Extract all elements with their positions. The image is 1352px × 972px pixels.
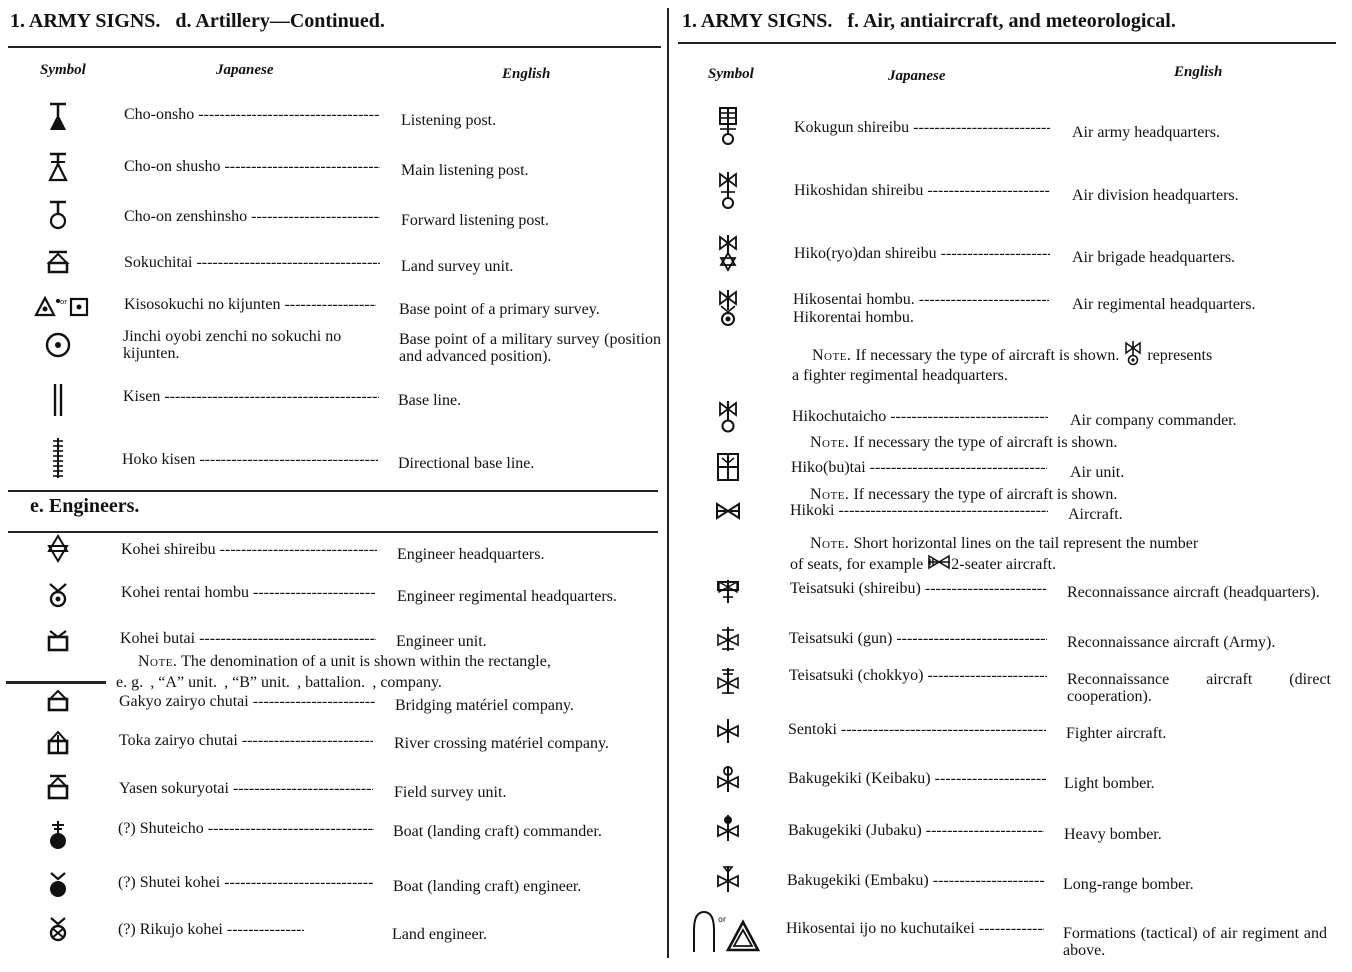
formations-icon — [684, 906, 764, 956]
air-unit-icon — [700, 450, 756, 484]
forward-listening-post-icon — [30, 198, 86, 232]
english-term: Forward listening post. — [401, 212, 549, 229]
note-text: Short horizontal lines on the tail represent the number — [853, 535, 1199, 552]
japanese-term: Kohei butai ----- — [120, 630, 376, 648]
english-term: Air brigade headquarters. — [1072, 249, 1236, 266]
japanese-term: Toka zairyo chutai ----- — [119, 732, 373, 750]
river-crossing-materiel-icon — [30, 726, 86, 760]
japanese-term: Cho-onsho ----- — [124, 106, 380, 124]
recon-direct-icon — [700, 664, 756, 698]
english-term: Reconnaissance aircraft (direct cooperation). — [1067, 671, 1331, 705]
section-rule — [8, 531, 658, 533]
english-term: Boat (landing craft) engineer. — [393, 878, 582, 895]
english-term: Land survey unit. — [401, 258, 514, 275]
left-column — [0, 0, 665, 972]
bridging-materiel-icon — [30, 684, 86, 718]
english-term: Land engineer. — [392, 926, 488, 943]
english-term: River crossing matériel company. — [394, 735, 609, 752]
english-term: Fighter aircraft. — [1066, 725, 1167, 742]
japanese-term: Hikosentai hombu. ----- — [793, 291, 1049, 309]
air-regimental-hq-icon — [700, 288, 756, 328]
military-survey-point-icon — [30, 328, 86, 362]
right-column — [672, 0, 1352, 972]
boat-engineer-icon — [30, 868, 86, 902]
english-term: Reconnaissance aircraft (headquarters). — [1067, 584, 1320, 601]
left-page-header — [10, 10, 385, 33]
note-text: If necessary the type of aircraft is shown. — [853, 434, 1118, 451]
japanese-term: Hiko(ryo)dan shireibu ----- — [794, 245, 1050, 263]
left-col-japanese: Japanese — [216, 62, 274, 78]
japanese-term: (?) Rikujo kohei ----- — [118, 921, 304, 939]
svg-text:or: or — [60, 298, 68, 306]
base-line-icon — [30, 380, 86, 420]
english-term: Base point of a primary survey. — [399, 301, 600, 318]
japanese-term: Jinchi oyobi zenchi no sokuchi no kijunten. — [123, 328, 342, 362]
air-division-hq-icon — [700, 170, 756, 210]
japanese-term: Cho-on zenshinsho ----- — [124, 208, 380, 226]
right-header-title: 1. ARMY SIGNS. — [682, 10, 833, 32]
note-text: If necessary the type of aircraft is shown. — [855, 347, 1120, 365]
english-term: Aircraft. — [1068, 506, 1123, 523]
right-col-japanese: Japanese — [888, 68, 946, 84]
note-label: Note. — [810, 434, 850, 451]
japanese-term: Kohei shireibu ----- — [121, 541, 377, 559]
land-engineer-icon — [30, 913, 86, 947]
note-text: represents — [1147, 347, 1213, 365]
listening-post-icon — [30, 100, 86, 134]
air-note-2 — [810, 432, 1340, 454]
note-label: Note. — [812, 347, 852, 365]
japanese-term: Kisen ----- — [123, 388, 379, 406]
japanese-term: Hikoki ----- — [790, 502, 1048, 520]
japanese-term: Kisosokuchi no kijunten ----- — [124, 296, 376, 314]
recon-hq-icon — [700, 574, 756, 608]
japanese-term: Teisatsuki (chokkyo) ----- — [789, 667, 1047, 685]
engineer-regimental-hq-icon — [30, 578, 86, 612]
english-term: Directional base line. — [398, 455, 535, 472]
note-label: Note. — [810, 535, 850, 552]
heavy-bomber-icon — [700, 810, 756, 844]
english-term: Bridging matériel company. — [395, 697, 574, 714]
note-text: of seats, for example — [790, 556, 924, 574]
japanese-term: (?) Shutei kohei ----- — [118, 874, 374, 892]
aircraft-icon — [700, 496, 756, 526]
japanese-term: Teisatsuki (shireibu) ----- — [790, 580, 1046, 598]
english-term: Air unit. — [1070, 464, 1125, 481]
english-term: Light bomber. — [1064, 775, 1155, 792]
engineer-unit-icon — [30, 624, 86, 658]
english-term: Base point of a military survey (position and advanced position). — [399, 331, 661, 365]
note-text: 2-seater aircraft. — [951, 556, 1057, 574]
japanese-term: Bakugekiki (Keibaku) ----- — [788, 770, 1046, 788]
japanese-term: (?) Shuteicho ----- — [118, 820, 374, 838]
japanese-term: Bakugekiki (Embaku) ----- — [787, 872, 1045, 890]
english-term: Listening post. — [401, 112, 497, 129]
air-note-4 — [810, 533, 1340, 555]
engineer-note — [138, 651, 658, 673]
left-header-rule — [8, 46, 661, 48]
recon-army-icon — [700, 622, 756, 656]
japanese-term: Gakyo zairyo chutai ----- — [119, 693, 375, 711]
english-term: Engineer headquarters. — [397, 546, 545, 563]
left-header-title: 1. ARMY SIGNS. — [10, 10, 161, 32]
english-term: Main listening post. — [401, 162, 529, 179]
japanese-term: Cho-on shusho ----- — [124, 158, 380, 176]
right-header-rule — [678, 42, 1336, 44]
two-seater-aircraft-icon — [927, 554, 951, 577]
japanese-term: Hoko kisen ----- — [122, 451, 378, 469]
fighter-icon — [700, 714, 756, 748]
air-company-commander-icon — [700, 398, 756, 434]
air-note-4-line2 — [790, 554, 1330, 577]
japanese-term: Hikorentai hombu. — [793, 309, 914, 326]
right-page-header — [682, 10, 1176, 33]
japanese-term: Hikoshidan shireibu ----- — [794, 182, 1050, 200]
field-survey-unit-icon — [30, 770, 86, 804]
english-term: Heavy bomber. — [1064, 826, 1162, 843]
svg-text:or: or — [718, 915, 727, 924]
note-text: If necessary the type of aircraft is shown. — [853, 486, 1118, 503]
left-col-english: English — [502, 66, 551, 82]
right-header-subtitle: f. Air, antiaircraft, and meteorological. — [847, 10, 1176, 32]
english-term: Formations (tactical) of air regiment and above. — [1063, 925, 1327, 959]
main-listening-post-icon — [30, 150, 86, 184]
air-brigade-hq-icon — [700, 233, 756, 273]
right-col-english: English — [1174, 64, 1223, 80]
note-label: Note. — [138, 653, 178, 670]
english-term: Long-range bomber. — [1063, 876, 1194, 893]
english-term: Air company commander. — [1070, 412, 1237, 429]
japanese-term: Hikochutaicho ----- — [792, 408, 1048, 426]
primary-survey-point-icon — [30, 290, 94, 324]
engineers-section-title: e. Engineers. — [30, 495, 140, 517]
air-note-1-line2: a fighter regimental headquarters. — [792, 367, 1008, 384]
engineer-note-line2 — [116, 672, 664, 694]
column-divider — [667, 8, 669, 958]
japanese-term: Teisatsuki (gun) ----- — [789, 630, 1047, 648]
english-term: Air division headquarters. — [1072, 187, 1239, 204]
left-col-symbol: Symbol — [40, 62, 86, 78]
english-term: Base line. — [398, 392, 462, 409]
english-term: Air regimental headquarters. — [1072, 296, 1256, 313]
section-rule — [8, 490, 658, 492]
light-bomber-icon — [700, 762, 756, 796]
japanese-term: Kokugun shireibu ----- — [794, 119, 1050, 137]
japanese-term: Yasen sokuryotai ----- — [119, 780, 373, 798]
japanese-term: Sokuchitai ----- — [124, 254, 380, 272]
air-army-hq-icon — [700, 106, 756, 146]
note-text: The denomination of a unit is shown within the rectangle, — [181, 653, 551, 670]
right-col-symbol: Symbol — [708, 66, 754, 82]
english-term: Reconnaissance aircraft (Army). — [1067, 634, 1276, 651]
english-term: Air army headquarters. — [1072, 124, 1220, 141]
japanese-term: Hiko(bu)tai ----- — [791, 459, 1047, 477]
land-survey-unit-icon — [30, 245, 86, 279]
directional-base-line-icon — [30, 436, 86, 480]
japanese-term: Hikosentai ijo no kuchutaikei ----- — [786, 920, 1044, 938]
japanese-term: Sentoki ----- — [788, 721, 1046, 739]
boat-commander-icon — [30, 818, 86, 852]
english-term: Engineer unit. — [396, 633, 487, 650]
note-text: e. g. , “A” unit. , “B” unit. , battalion. , company. — [116, 674, 442, 691]
left-header-subtitle: d. Artillery—Continued. — [175, 10, 385, 32]
japanese-term: Kohei rentai hombu ----- — [121, 584, 375, 602]
english-term: Field survey unit. — [394, 784, 507, 801]
long-range-bomber-icon — [700, 862, 756, 896]
english-term: Engineer regimental headquarters. — [397, 588, 617, 605]
note-label: Note. — [810, 486, 850, 503]
japanese-term: Bakugekiki (Jubaku) ----- — [788, 822, 1044, 840]
engineer-hq-icon — [30, 532, 86, 566]
english-term: Boat (landing craft) commander. — [393, 823, 602, 840]
